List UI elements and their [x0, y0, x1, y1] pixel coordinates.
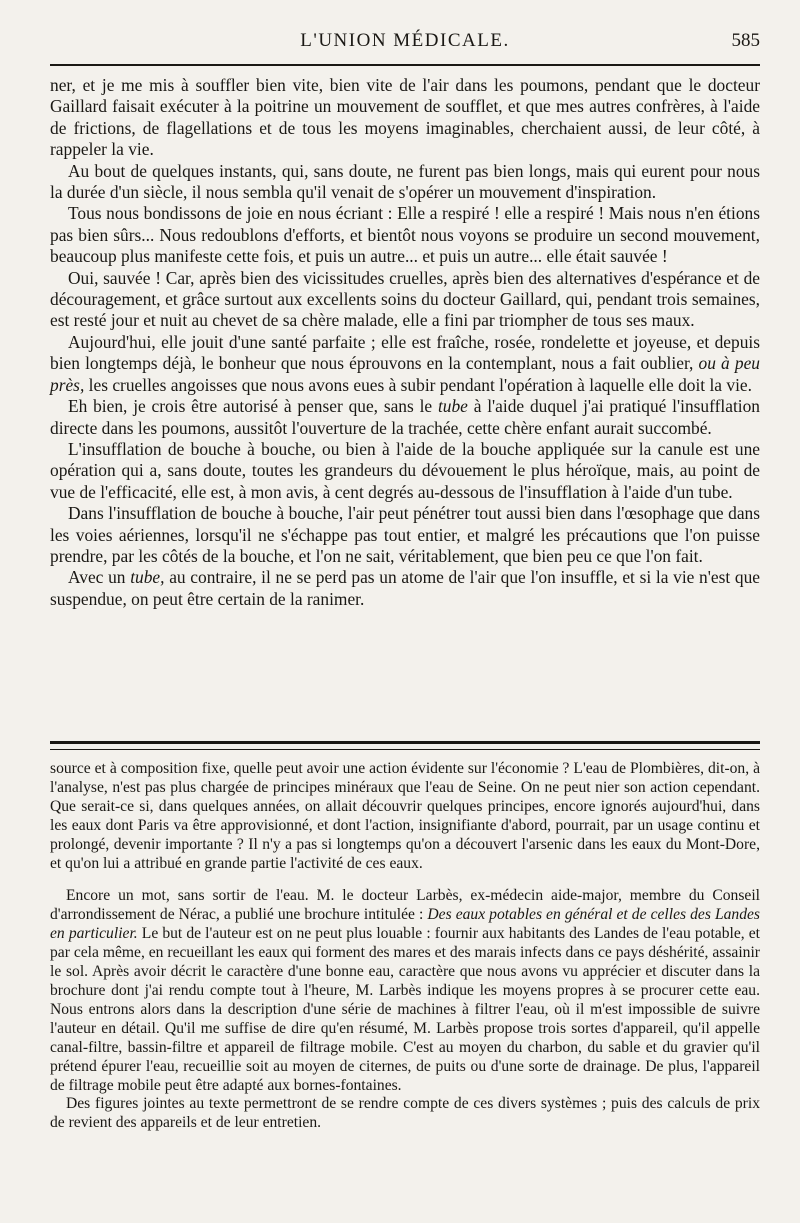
main-article [50, 75, 760, 610]
paragraph [50, 332, 760, 396]
page-number: 585 [731, 30, 760, 51]
italic-run: tube, [130, 567, 165, 588]
header-rule [50, 64, 760, 66]
journal-page [50, 0, 760, 1223]
paragraph: Dans l'insufflation de bouche à bouche, l'air peut pénétrer tout aussi bien dans l'œsophage que dans les voies aériennes, lorsqu'il ne s'échappe pas tout entier, et malgré les précautions que l'on puisse prendre, par les côtés de la bouche, et l'on ne sait, véritablement, que bien peu ce que l'on fait. [50, 503, 760, 566]
paragraph [50, 396, 760, 439]
text-run: Avec un [68, 567, 126, 588]
section-divider [50, 741, 760, 750]
text-run: au contraire, il ne se perd pas un atome de l'air que l'on insuffle, et si la vie n'est que suspendue, on peut être certain de la ranimer. [50, 567, 761, 609]
text-run: Encore un mot, sans sortir de l'eau. M. le docteur Larbès, ex-médecin aide-major, membre du Conseil d'arrondissement de Nérac, a publié une brochure intitulée : [50, 887, 760, 924]
paragraph: source et à composition fixe, quelle peut avoir une action évidente sur l'économie ? L'eau de Plombières, dit-on, à l'analyse, n'est pas plus chargée de principes minéraux que l'eau de Seine. On ne peut nier son action cependant. Que serait-ce si, dans quelques années, on allait découvrir quelques principes, encore ignorés aujourd'hui, dans les eaux dont Paris va être approvisionné, et dont l'action, insignifiante d'abord, pourrait, par un usage continu et prolongé, devenir importante ? Il n'y a pas si longtemps qu'on a découvert l'arsenic dans les eaux du Mont-Dore, et qu'on lui a attribué en grande partie l'activité de ces eaux. [50, 760, 760, 872]
running-header [50, 30, 760, 60]
paragraph: L'insufflation de bouche à bouche, ou bien à l'aide de la bouche appliquée sur la canule est une opération qui a, sans doute, toutes les grandeurs du dévouement le plus héroïque, mais, au point de vue de l'efficacité, elle est, à mon avis, à cent degrés au-dessous de l'insufflation à l'aide d'un tube. [50, 438, 760, 502]
journal-title: L'UNION MÉDICALE. [300, 30, 510, 51]
italic-run: tube [437, 396, 468, 417]
text-run: Eh bien, je crois être autorisé à penser que, sans le [68, 396, 433, 417]
paragraph: ner, et je me mis à souffler bien vite, bien vite de l'air dans les poumons, pendant que le docteur Gaillard faisait exécuter à la poitrine un mouvement de soufflet, et que mes autres confrères, à l'aide de frictions, de flagellations et de tous les moyens imaginables, cherchaient aussi, de leur côté, à rappeler la vie. [50, 75, 760, 160]
paragraph: Oui, sauvée ! Car, après bien des vicissitudes cruelles, après bien des alternatives d'espérance et de découragement, et grâce surtout aux excellents soins du docteur Gaillard, qui, pendant trois semaines, est resté jour et nuit au chevet de sa chère malade, elle a fini par triompher de tous ses maux. [50, 267, 760, 331]
text-run: les cruelles angoisses que nous avons eues à subir pendant l'opération à laquelle elle doit la vie. [88, 374, 752, 395]
paragraph [50, 887, 760, 1095]
paragraph: Au bout de quelques instants, qui, sans doute, ne furent pas bien longs, mais qui eurent pour nous la durée d'un siècle, il nous sembla qu'il venait de s'opérer un mouvement d'inspiration. [50, 160, 760, 203]
italic-run: ou à peu près, [50, 353, 760, 395]
text-run: Le but de l'auteur est on ne peut plus louable : fournir aux habitants des Landes de l'eau potable, et par cela même, en recueillant les eaux qui forment des mares et des marais infects dans ce pays déshérité, assainir le sol. Après avoir décrit le caractère d'une bonne eau, caractère que nous avons vu apprécier et discuter dans la brochure dont j'ai rendu compte tout à l'heure, M. Larbès indique les moyens propres à se procurer cette eau. Nous entrons alors dans la description d'une série de machines à filtrer l'eau, où il m'est impossible de suivre l'auteur en détail. Qu'il me suffise de dire qu'en résumé, M. Larbès propose trois sortes d'appareil, qu'il appelle canal-filtre, bassin-filtre et appareil de filtrage mobile. C'est au moyen du charbon, du sable et du gravier qu'il prétend épurer l'eau, recueillie soit au moyen de citernes, de puits ou d'une sorte de drainage. De plus, l'appareil de filtrage mobile peut être adapté aux bornes-fontaines. [50, 925, 760, 1094]
paragraph [50, 567, 760, 610]
feuilleton-section [50, 760, 760, 1133]
text-run: à l'aide duquel j'ai pratiqué l'insufflation directe dans les poumons, aussitôt l'ouverture de la trachée, cette chère enfant aurait succombé. [50, 396, 760, 438]
paragraph: Tous nous bondissons de joie en nous écriant : Elle a respiré ! elle a respiré ! Mais nous n'en étions pas bien sûrs... Nous redoublons d'efforts, et bientôt nous voyons se produire un second mouvement, beaucoup plus manifeste cette fois, et puis un autre... et puis un autre... elle était sauvée ! [50, 203, 760, 267]
paragraph: Des figures jointes au texte permettront de se rendre compte de ces divers systèmes ; puis des calculs de prix de revient des appareils et de leur entretien. [50, 1095, 760, 1132]
text-run: Aujourd'hui, elle jouit d'une santé parfaite ; elle est fraîche, rosée, rondelette et joyeuse, et depuis bien longtemps déjà, le bonheur que nous éprouvons en la contemplant, nous a fait oublier, [50, 331, 760, 374]
italic-run: Des eaux potables en général et de celles des Landes en particulier. [50, 906, 760, 943]
